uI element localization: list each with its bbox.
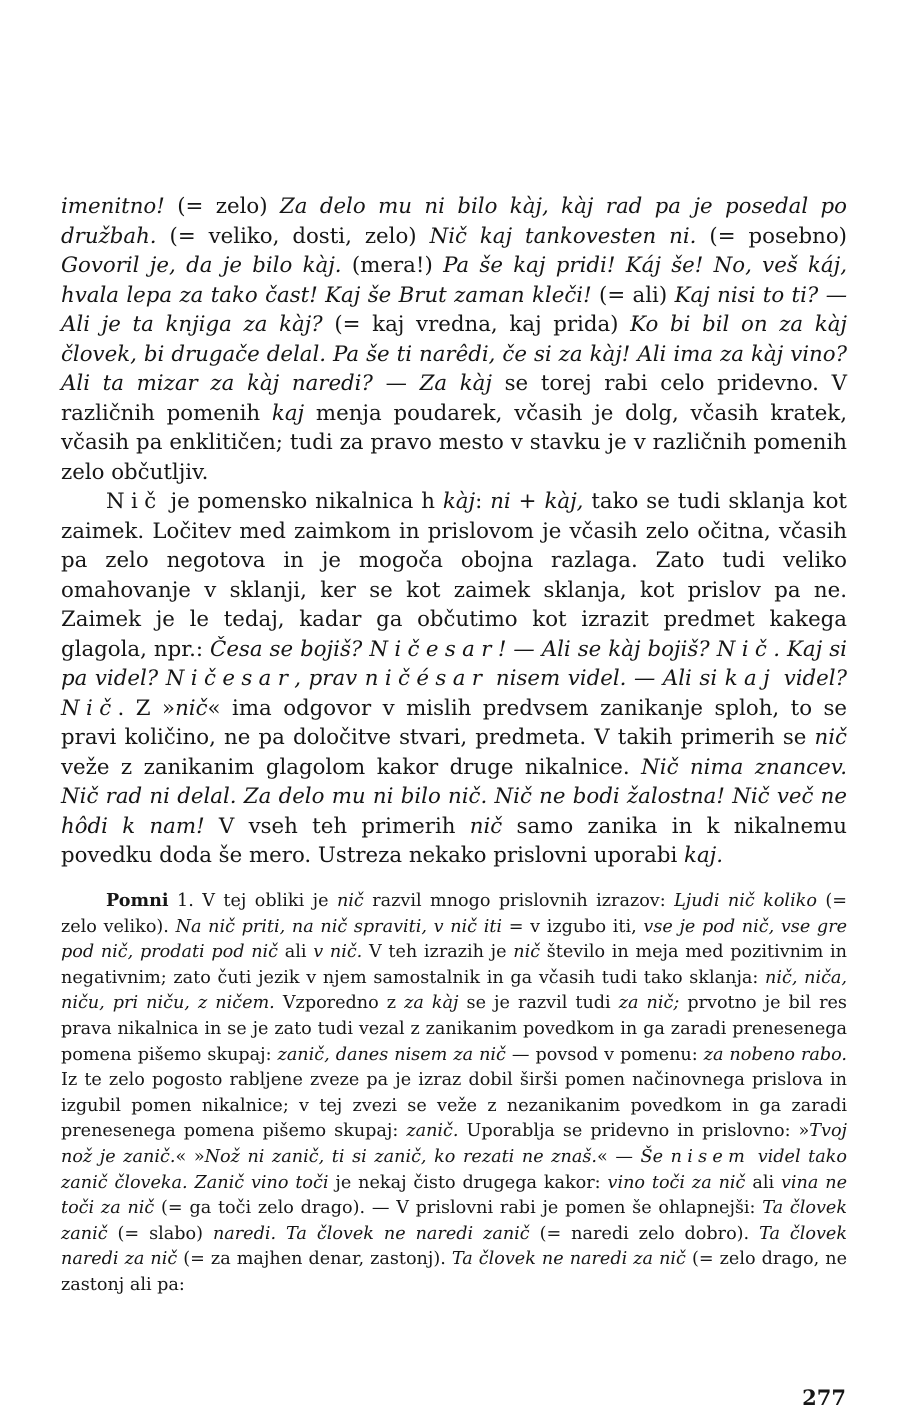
text-run: razvil mnogo prislovnih izrazov: [363, 891, 675, 911]
text-run: Nož ni zanič, ti si zanič, ko rezati ne znaš. [204, 1146, 597, 1167]
text-run: « — [596, 1146, 641, 1167]
text-run: menja poudarek, včasih je dolg, včasih kratek, včasih pa enklitičen; tudi za pravo mesto v stavku je v različnih pomenih zelo občutljiv. [61, 400, 847, 485]
text-run: videl tako zanič človeka. Zanič vino toči [61, 1146, 847, 1193]
text-run: Česa se bojiš? [210, 636, 370, 662]
text-run: : [475, 489, 491, 514]
text-run: Uporablja se pridevno in prislovno: » [458, 1121, 810, 1142]
text-run: videl? [776, 666, 848, 691]
text-run: 1. V tej obliki je [168, 891, 337, 911]
text-run: ali [745, 1172, 781, 1193]
text-run: (= kaj vredna, kaj prida) [322, 312, 631, 337]
text-run: (= veliko, dosti, zelo) [156, 223, 430, 249]
text-run: ni + kàj, [490, 489, 584, 514]
paragraph-1 [61, 192, 847, 487]
text-run: naredi. Ta človek ne naredi zanič [212, 1223, 530, 1244]
page-number: 277 [802, 1385, 846, 1410]
text-run: nič [469, 813, 503, 839]
text-run: (= posebno) [696, 223, 847, 249]
text-run: Tvoj nož je zanič. [61, 1121, 847, 1167]
text-run: Nič [61, 695, 118, 721]
text-run: nič [175, 695, 208, 721]
text-run: Na nič priti, na nič spraviti, v nič iti [175, 916, 503, 937]
text-run: je pomensko nikalnica h [162, 489, 443, 514]
text-run: nič [814, 725, 847, 750]
text-run: se torej rabi celo pridevno. V različnih pomenih [61, 371, 847, 426]
text-run: Nič nima znancev. Nič rad ni delal. Za delo mu ni bilo nič. Nič ne bodi žalostna! Nič več ne hôdi k nam! [61, 754, 847, 839]
text-run: nič, niča, niču, pri niču, z ničem. [61, 967, 848, 1014]
text-run: je nekaj čisto drugega kakor: [328, 1172, 608, 1193]
text-run: Nič [716, 636, 774, 662]
text-run: prvotno je bil res prava nikalnica in se je zato tudi vezal z zanikanim povedkom in ga zaradi prenesenega pomena pišemo skupaj: [61, 993, 847, 1065]
text-run: za nič; [618, 993, 680, 1014]
text-run: nisem [670, 1146, 751, 1167]
text-run: ali [278, 942, 314, 963]
text-run: (= ga toči zelo drago). — V prislovni rabi je pomen še ohlapnejši: [154, 1198, 763, 1219]
text-run: Ta človek ne naredi za nič [451, 1249, 686, 1270]
text-run: Vzporedno z [274, 993, 405, 1014]
text-run: zanič, danes nisem za nič [277, 1044, 506, 1065]
text-run: « » [175, 1146, 205, 1167]
text-run: v nič. [313, 942, 363, 963]
text-run: (= zelo drago, ne zastonj ali pa: [61, 1249, 847, 1295]
text-run: kaj [724, 666, 777, 691]
text-run: Z » [124, 695, 176, 721]
text-run: , prav [294, 666, 365, 691]
text-run: kaj [271, 400, 305, 426]
text-run: — [372, 371, 420, 396]
text-run: (= zelo) [164, 194, 280, 219]
text-run: (= naredi zelo dobro). [529, 1223, 760, 1244]
text-run: se je razvil tudi [458, 993, 619, 1014]
text-run: Ta človek zanič [61, 1198, 847, 1244]
main-text [61, 192, 847, 871]
text-run: nič [513, 942, 541, 963]
text-run: imenitno! [61, 194, 165, 219]
text-run: . Kaj si pa videl? [61, 636, 847, 691]
text-run: Ta človek naredi za nič [61, 1223, 847, 1270]
text-run: Nič kaj tankovesten ni. [429, 223, 697, 249]
text-run: = v izgubo iti, [502, 916, 644, 937]
text-run: kàj [442, 489, 476, 514]
text-run: kaj. [684, 843, 724, 868]
text-run: (= slabo) [107, 1223, 213, 1244]
text-run: število in meja med pozitivnim in negativnim; zato čuti jezik v njem samostalnik in ga včasih tudi tako sklanja: [61, 942, 847, 988]
text-run: Kaj nisi to ti? — Ali je ta knjiga za kàj? [61, 282, 848, 337]
text-run: Za kàj [419, 371, 492, 396]
text-run: — povsod v pomenu: [505, 1044, 704, 1065]
text-run: . [117, 695, 125, 721]
text-run: Iz te zelo pogosto rabljene zveze pa je izraz dobil širši pomen načinovnega prislova in izgubil pomen nikalnice; v tej zvezi se veže z nezanikanim povedkom in ga zaradi prenesenega pomena pišemo skupaj: [61, 1070, 847, 1142]
text-run: za nobeno rabo. [703, 1044, 847, 1065]
text-run: Ničesar [369, 636, 498, 662]
text-run: veže z zanikanim glagolom kakor druge nikalnice. [61, 754, 642, 780]
text-run: (= ali) [591, 282, 675, 308]
text-run: (mera!) [341, 253, 444, 278]
text-run: ! — Ali se kàj bojiš? [497, 636, 717, 662]
text-run: (= zelo veliko). [61, 891, 848, 937]
text-run: nisem videl. — Ali si [488, 666, 725, 691]
text-run: zanič. [406, 1121, 459, 1142]
text-run: V vseh teh primerih [204, 813, 470, 839]
text-run: (= za majhen denar, zastonj). [177, 1249, 452, 1270]
text-run: tako se tudi sklanja kot zaimek. Ločitev med zaimkom in prislovom je včasih zelo očitna, včasih pa zelo negotova in je mogoča obojna razlaga. Zato tudi veliko omahovanje v sklanji, ker se kot zaimek sklanja, kot prislov pa ne. Zaimek je le tedaj, kadar ga občutimo kot izrazit predmet kakega glagola, npr.: [61, 489, 847, 662]
text-run: samo zanika in k nikalnemu povedku doda še mero. Ustreza nekako prislovni uporabi [61, 813, 847, 868]
note-block [61, 888, 847, 1299]
text-run: ničésar [364, 666, 489, 691]
text-run: Ljudi nič koliko [674, 891, 817, 911]
note-paragraph [61, 888, 847, 1299]
text-run: za kàj [404, 993, 459, 1014]
text-run: Ko bi bil on za kàj človek, bi drugače delal. Pa še ti narêdi, če si za kàj! Ali ima za kàj vino? Ali ta mizar za kàj naredi? [61, 312, 847, 396]
text-run: nič [336, 891, 364, 911]
text-run: Nič [106, 489, 163, 514]
text-run: Za delo mu ni bilo kàj, kàj rad pa je posedal po družbah. [61, 194, 847, 249]
text-run: Ničesar [165, 666, 295, 691]
text-run: vino toči za nič [607, 1172, 746, 1193]
text-run: vina ne toči za nič [61, 1172, 848, 1219]
text-run: vse je pod nič, vse gre pod nič, prodati pod nič [61, 916, 848, 963]
text-run: Še [640, 1146, 671, 1167]
text-run: Pomni [106, 890, 169, 911]
text-run: Pa še kaj pridi! Káj še! No, veš káj, hvala lepa za tako čast! Kaj še Brut zaman kleči! [61, 253, 848, 308]
text-run: « ima odgovor v mislih predvsem zanikanje sploh, to se pravi količino, ne pa določitve stvari, predmeta. V takih primerih se [61, 695, 848, 750]
text-run: Govoril je, da je bilo kàj. [61, 253, 342, 278]
paragraph-2 [61, 487, 847, 871]
text-run: V teh izrazih je [362, 942, 514, 963]
